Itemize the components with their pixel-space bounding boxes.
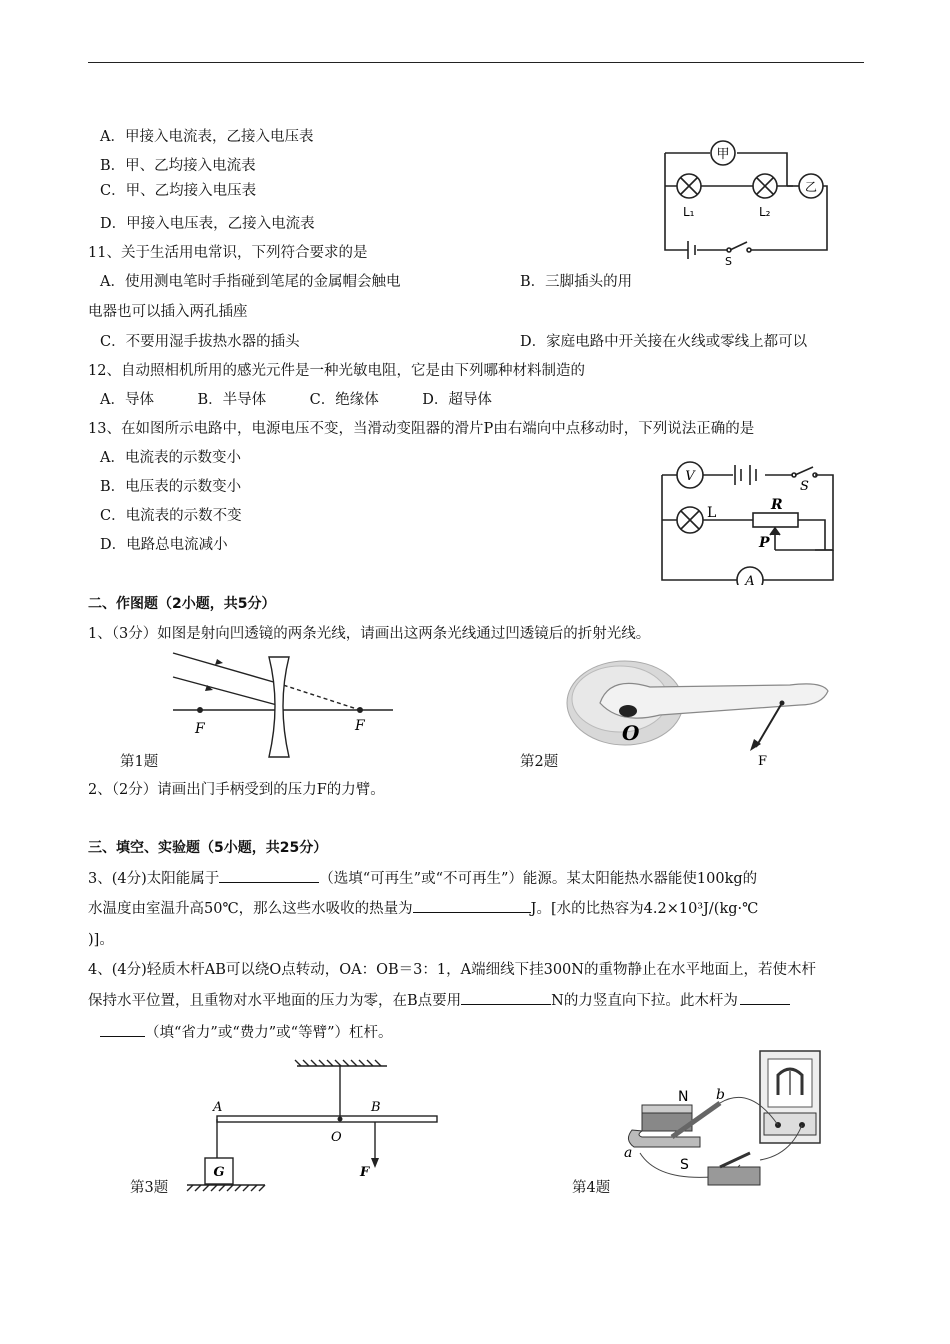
q11-stem: 11、关于生活用电常识，下列符合要求的是 bbox=[88, 245, 368, 261]
label-lever-O: O bbox=[331, 1130, 342, 1145]
q10-option-a: A．甲接入电流表，乙接入电压表 bbox=[100, 129, 314, 145]
q11-option-c: C．不要用湿手拔热水器的插头 bbox=[100, 334, 300, 350]
q3-line1 bbox=[88, 868, 757, 889]
label-L: L bbox=[707, 505, 717, 521]
q13-option-a: A．电流表的示数变小 bbox=[100, 450, 241, 466]
door-handle-figure bbox=[560, 655, 835, 770]
label-jia: 甲 bbox=[716, 147, 730, 162]
caption-fig3: 第3题 bbox=[130, 1180, 169, 1196]
section3-title: 三、填空、实验题（5小题，共25分） bbox=[88, 840, 328, 856]
label-O: O bbox=[622, 721, 640, 745]
lever-figure bbox=[185, 1058, 445, 1198]
label-S-magnet: S bbox=[680, 1157, 689, 1173]
q10-circuit-figure bbox=[655, 138, 845, 268]
label-S: S bbox=[725, 255, 732, 268]
label-F-force: F bbox=[758, 754, 768, 769]
q11-option-a: A．使用测电笔时手指碰到笔尾的金属帽会触电 bbox=[100, 274, 401, 290]
q3-line2 bbox=[88, 898, 758, 919]
q4-line2 bbox=[88, 990, 790, 1011]
caption-fig1: 第1题 bbox=[120, 754, 159, 770]
label-L2: L₂ bbox=[759, 205, 771, 219]
caption-fig4: 第4题 bbox=[572, 1180, 611, 1196]
label-V: V bbox=[685, 469, 695, 484]
q13-option-b: B．电压表的示数变小 bbox=[100, 479, 242, 495]
q10-option-d: D．甲接入电压表，乙接入电流表 bbox=[100, 216, 315, 232]
q3-part-c: 水温度由室温升高50℃，那么这些水吸收的热量为 bbox=[88, 901, 413, 917]
label-lever-G: G bbox=[213, 1165, 225, 1180]
induction-figure bbox=[620, 1045, 830, 1195]
q10-option-b: B．甲、乙均接入电流表 bbox=[100, 158, 256, 174]
q4-blank-2a[interactable] bbox=[740, 990, 790, 1005]
section2-q1: 1、（3分）如图是射向凹透镜的两条光线，请画出这两条光线通过凹透镜后的折射光线。 bbox=[88, 626, 651, 642]
concave-lens-figure bbox=[165, 645, 400, 765]
label-b: b bbox=[716, 1087, 725, 1103]
q12-options: A．导体 B．半导体 C．绝缘体 D．超导体 bbox=[100, 392, 492, 408]
q3-part-a: 3、(4分)太阳能属于 bbox=[88, 871, 220, 887]
q13-stem: 13、在如图所示电路中，电源电压不变，当滑动变阻器的滑片P由右端向中点移动时，下列说法正确的是 bbox=[88, 421, 755, 437]
q12-stem: 12、自动照相机所用的感光元件是一种光敏电阻，它是由下列哪种材料制造的 bbox=[88, 363, 585, 379]
q11-option-d: D．家庭电路中开关接在火线或零线上都可以 bbox=[520, 334, 808, 350]
q3-line3: )]。 bbox=[88, 932, 114, 948]
section2-q2: 2、（2分）请画出门手柄受到的压力F的力臂。 bbox=[88, 782, 385, 798]
label-R: R bbox=[771, 497, 783, 513]
q4-blank-1[interactable] bbox=[461, 990, 551, 1005]
q4-line1: 4、(4分)轻质木杆AB可以绕O点转动，OA：OB＝3：1，A端细线下挂300N的重物静止在水平地面上，若使木杆 bbox=[88, 962, 816, 978]
label-F-left: F bbox=[195, 721, 205, 737]
q4-line3 bbox=[100, 1022, 392, 1043]
label-A: A bbox=[745, 574, 755, 585]
label-L1: L₁ bbox=[683, 205, 695, 219]
q13-circuit-figure bbox=[655, 455, 845, 585]
label-N: N bbox=[678, 1089, 689, 1105]
label-F-right: F bbox=[355, 718, 365, 734]
label-lever-B: B bbox=[371, 1100, 381, 1115]
q10-option-c: C．甲、乙均接入电压表 bbox=[100, 183, 257, 199]
header-rule bbox=[88, 62, 864, 63]
q11-option-b-cont: 电器也可以插入两孔插座 bbox=[88, 304, 248, 320]
q4-part-d: （填“省力”或“费力”或“等臂”）杠杆。 bbox=[145, 1025, 393, 1041]
q4-blank-2b[interactable] bbox=[100, 1022, 145, 1037]
q11-option-b: B．三脚插头的用 bbox=[520, 274, 633, 290]
caption-fig2: 第2题 bbox=[520, 754, 559, 770]
label-lever-F: F bbox=[360, 1165, 370, 1180]
label-a: a bbox=[624, 1145, 633, 1161]
q4-part-c: N的力竖直向下拉。此木杆为 bbox=[551, 993, 738, 1009]
q13-option-d: D．电路总电流减小 bbox=[100, 537, 228, 553]
label-S2: S bbox=[800, 479, 809, 494]
q3-blank-1[interactable] bbox=[219, 868, 319, 883]
q4-part-b: 保持水平位置，且重物对水平地面的压力为零，在B点要用 bbox=[88, 993, 462, 1009]
label-P: P bbox=[759, 535, 770, 551]
q3-blank-2[interactable] bbox=[413, 898, 531, 913]
section2-title: 二、作图题（2小题，共5分） bbox=[88, 596, 276, 612]
q13-option-c: C．电流表的示数不变 bbox=[100, 508, 242, 524]
q3-part-b: （选填“可再生”或“不可再生”）能源。某太阳能热水器能使100kg的 bbox=[319, 871, 758, 887]
label-lever-A: A bbox=[213, 1100, 223, 1115]
q3-part-d: J。[水的比热容为4.2×10³J/(kg·℃ bbox=[530, 901, 759, 917]
label-yi: 乙 bbox=[804, 180, 818, 194]
